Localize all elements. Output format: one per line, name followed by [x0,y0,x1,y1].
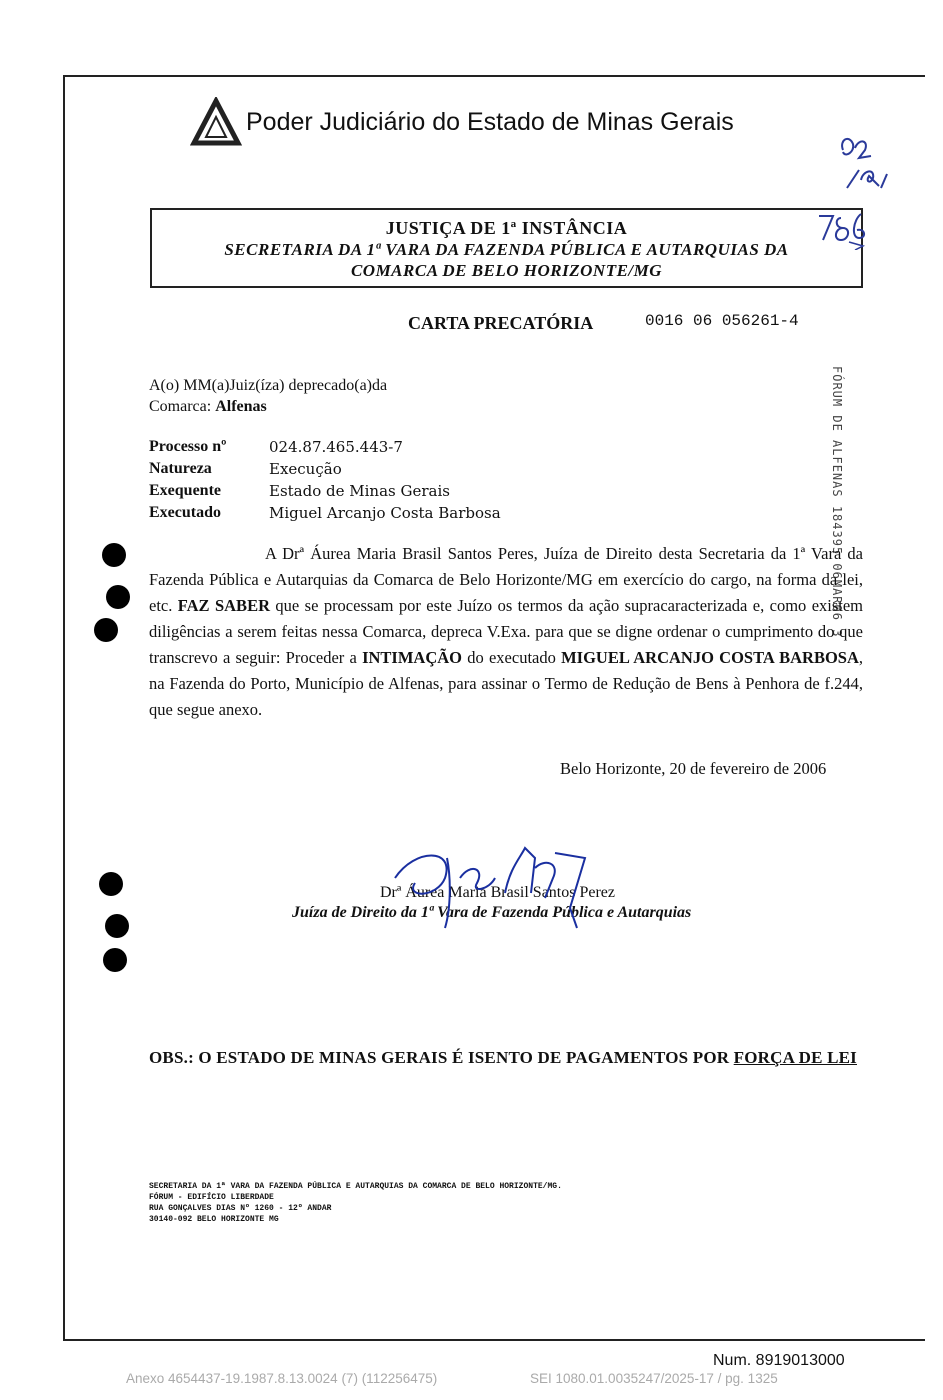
body-p3: do executado [467,648,556,667]
obs-underlined: FORÇA DE LEI [733,1048,857,1067]
field-row [149,458,501,480]
punch-hole [99,872,123,896]
judiciary-logo-icon [190,97,242,149]
court-title: Poder Judiciário do Estado de Minas Gerais [246,108,734,136]
handwritten-signature [385,838,600,938]
punch-hole [105,914,129,938]
punch-hole [103,948,127,972]
case-fields [149,436,501,524]
date-line: Belo Horizonte, 20 de fevereiro de 2006 [560,759,827,778]
field-label: Exequente [149,482,221,499]
signer-name: Drª Áurea Maria Brasil Santos Perez [380,884,616,901]
comarca-label: Comarca: [149,398,212,415]
carta-number: 0016 06 056261-4 [645,312,799,330]
sei-reference: SEI 1080.01.0035247/2025-17 / pg. 1325 [530,1371,778,1386]
field-label: Processo nº [149,438,227,455]
field-value: Estado de Minas Gerais [269,482,450,500]
intimacao: INTIMAÇÃO [362,648,462,667]
field-label: Natureza [149,460,212,477]
field-value: 024.87.465.443-7 [269,438,403,456]
stamp-text: FÓRUM DE ALFENAS 184395 06MAR06 3 [830,366,844,638]
field-value: Miguel Arcanjo Costa Barbosa [269,504,501,522]
comarca-row [149,396,387,417]
instance-title: JUSTIÇA DE 1ª INSTÂNCIA [385,218,628,238]
body-p1: A Drª Áurea Maria Brasil Santos Peres, Juíza de Direito desta Secretaria da 1ª Vara da Fazenda Pública e Autarquias da Comarca de Belo Horizonte/MG em exercício do cargo, na forma da lei, etc. [149,544,863,615]
executado-name: MIGUEL ARCANJO COSTA BARBOSA [561,648,859,667]
issuing-office-box [150,208,863,288]
letterhead [190,95,734,150]
address-line: SECRETARIA DA 1ª VARA DA FAZENDA PÚBLICA E AUTARQUIAS DA COMARCA DE BELO HORIZONTE/MG. [149,1182,562,1191]
field-row [149,502,501,524]
handwritten-page-number [815,210,875,250]
address-line: FÓRUM - EDIFÍCIO LIBERDADE [149,1193,274,1202]
obs-text: OBS.: O ESTADO DE MINAS GERAIS É ISENTO DE PAGAMENTOS POR [149,1048,734,1067]
handwritten-annotation [835,130,895,195]
comarca-line: COMARCA DE BELO HORIZONTE/MG [350,261,663,280]
secretariat-line: SECRETARIA DA 1ª VARA DA FAZENDA PÚBLICA E AUTARQUIAS DA [224,240,789,259]
address-line: RUA GONÇALVES DIAS Nº 1260 - 12º ANDAR [149,1204,332,1213]
comarca-value: Alfenas [215,398,267,415]
body-paragraph [149,541,863,723]
field-value: Execução [269,460,342,478]
field-label: Executado [149,504,221,521]
document-number: Num. 8919013000 [713,1352,845,1369]
signer-role: Juíza de Direito da 1ª Vara de Fazenda Pública e Autarquias [292,904,692,921]
annex-reference: Anexo 4654437-19.1987.8.13.0024 (7) (112256475) [126,1371,438,1386]
faz-saber: FAZ SABER [177,596,270,615]
office-address [149,1181,562,1225]
punch-hole [94,618,118,642]
address-line: 30140-092 BELO HORIZONTE MG [149,1215,279,1224]
exemption-note [149,1048,865,1068]
field-row [149,480,501,502]
addressee-block [149,375,387,417]
field-row [149,436,501,458]
punch-hole [106,585,130,609]
punch-hole [102,543,126,567]
addressee-line: A(o) MM(a)Juiz(íza) deprecado(a)da [149,377,388,394]
body-p4: , na Fazenda do Porto, Município de Alfenas, para assinar o Termo de Redução de Bens à Penhora de f.244, que segue anexo. [149,648,863,719]
body-p2: que se processam por este Juízo os termos da ação supracaracterizada e, como existem diligências a serem feitas nessa Comarca, depreca V.Exa. para que se digne ordenar o cumprimento do que transcrevo a seguir: Proceder a [149,596,864,667]
document-title: CARTA PRECATÓRIA [408,313,594,333]
